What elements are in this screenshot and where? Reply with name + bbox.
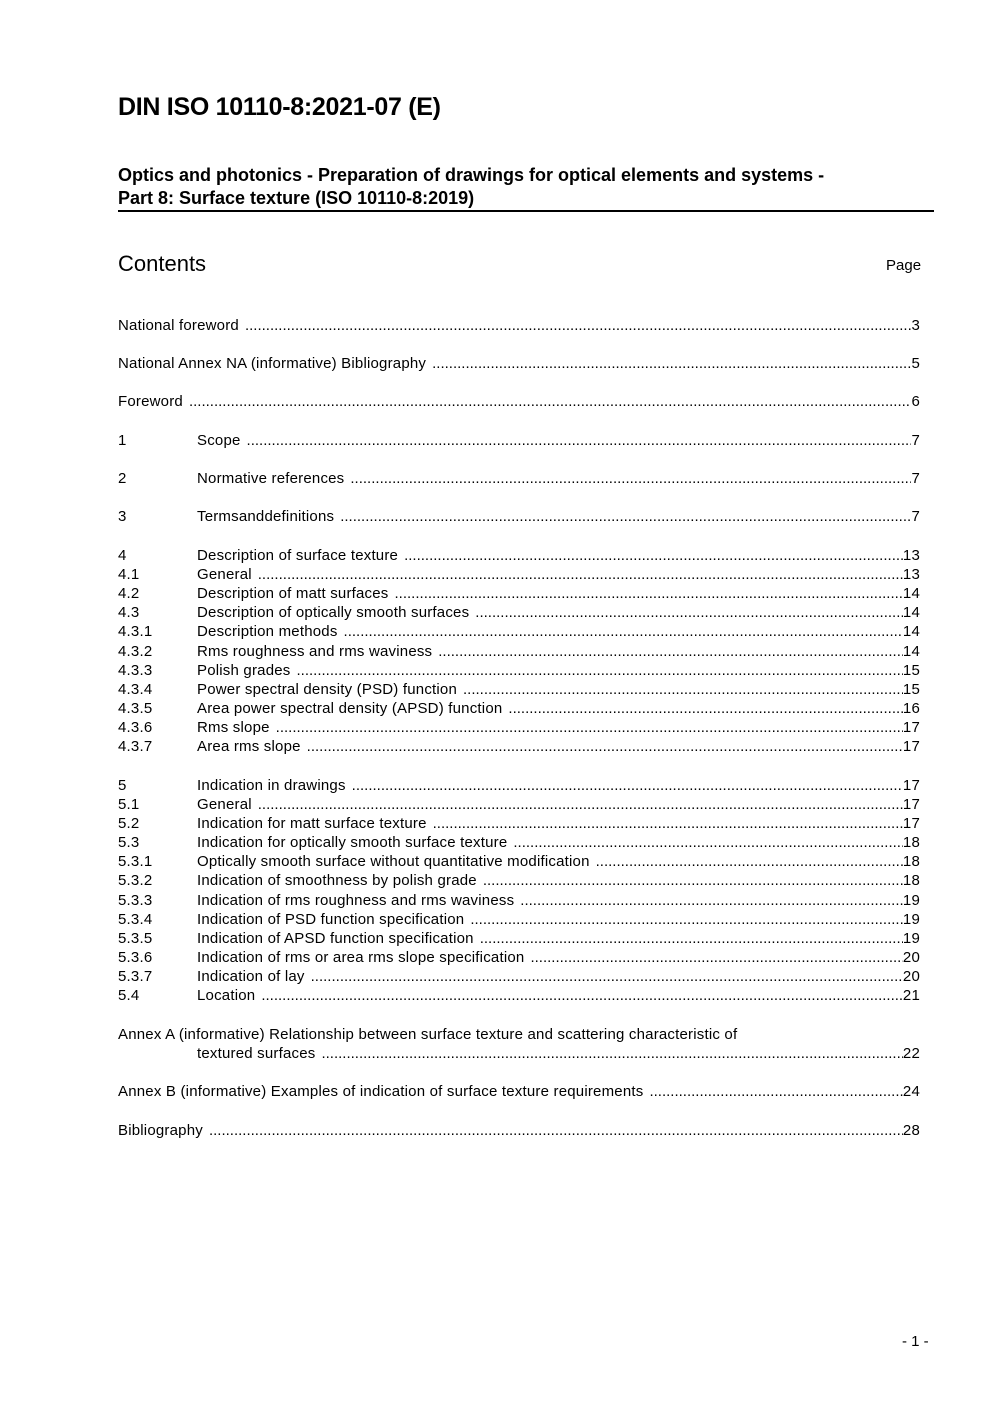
toc-entry-number: 5.3.2	[118, 872, 153, 889]
toc-entry-page: 18	[902, 853, 920, 870]
toc-entry-page: 14	[902, 643, 920, 660]
toc-entry-number: 3	[118, 508, 127, 525]
toc-entry-number: 5.1	[118, 796, 140, 813]
toc-entry-4-3-6[interactable]	[118, 718, 920, 737]
toc-entry-page: 17	[902, 815, 920, 832]
toc-entry-page: 3	[911, 317, 920, 334]
subtitle-line-2: Part 8: Surface texture (ISO 10110-8:2019)	[118, 188, 475, 208]
toc-entry-annex-a-line-1[interactable]: Annex A (informative) Relationship between surface texture and scattering characteristic of	[118, 1026, 738, 1043]
toc-entry-page: 20	[902, 968, 920, 985]
toc-entry-4-3-1[interactable]	[118, 622, 920, 641]
toc-entry-5-3-5[interactable]	[118, 929, 920, 948]
toc-entry-title: Indication of PSD function specification	[197, 910, 470, 929]
contents-heading: Contents	[118, 251, 207, 276]
toc-entry-title: Rms roughness and rms waviness	[197, 642, 438, 661]
toc-entry-title: Foreword	[118, 392, 189, 411]
toc-entry-page: 28	[902, 1122, 920, 1139]
toc-entry-page: 13	[902, 566, 920, 583]
toc-entry-number: 5.3.1	[118, 853, 153, 870]
toc-entry-5-3-6[interactable]	[118, 948, 920, 967]
toc-entry-5-3[interactable]	[118, 833, 920, 852]
toc-entry-title: Indication for matt surface texture	[197, 814, 433, 833]
toc-entry-5-3-1[interactable]	[118, 852, 920, 871]
toc-entry-title: National foreword	[118, 316, 245, 335]
toc-entry-5-2[interactable]	[118, 814, 920, 833]
toc-entry-4-3-7[interactable]	[118, 737, 920, 756]
toc-entry-page: 19	[902, 892, 920, 909]
toc-entry-title: Indication of rms roughness and rms waviness	[197, 891, 520, 910]
toc-entry-title: Description of optically smooth surfaces	[197, 603, 475, 622]
toc-entry-5-1[interactable]	[118, 795, 920, 814]
toc-entry-title: General	[197, 795, 258, 814]
toc-entry-2[interactable]	[118, 469, 920, 488]
toc-entry-page: 20	[902, 949, 920, 966]
toc-entry-title: Indication of smoothness by polish grade	[197, 871, 483, 890]
document-title: DIN ISO 10110-8:2021-07 (E)	[118, 93, 441, 121]
toc-entry-page: 15	[902, 662, 920, 679]
toc-entry-title: Polish grades	[197, 661, 297, 680]
toc-entry-title: Power spectral density (PSD) function	[197, 680, 463, 699]
toc-entry-page: 16	[902, 700, 920, 717]
toc-entry-page: 14	[902, 623, 920, 640]
toc-entry-title: Optically smooth surface without quantitative modification	[197, 852, 596, 871]
toc-entry-page: 17	[902, 796, 920, 813]
document-subtitle	[118, 164, 934, 210]
toc-entry-title: Description methods	[197, 622, 344, 641]
subtitle-line-1: Optics and photonics - Preparation of drawings for optical elements and systems -	[118, 165, 825, 185]
toc-entry-page: 7	[911, 432, 920, 449]
toc-entry-title: Indication of rms or area rms slope specification	[197, 948, 530, 967]
toc-entry-number: 5.3.6	[118, 949, 153, 966]
title-divider	[118, 210, 934, 212]
toc-entry-title: Normative references	[197, 469, 350, 488]
toc-entry-page: 14	[902, 604, 920, 621]
toc-entry-5-3-7[interactable]	[118, 967, 920, 986]
toc-entry-title: Indication of lay	[197, 967, 311, 986]
toc-entry-page: 22	[902, 1045, 920, 1062]
toc-entry-4-3[interactable]	[118, 603, 920, 622]
toc-entry-annex-a[interactable]	[118, 1044, 920, 1063]
toc-entry-title: General	[197, 565, 258, 584]
toc-entry-page: 18	[902, 834, 920, 851]
toc-entry-page: 7	[911, 508, 920, 525]
toc-entry-4-1[interactable]	[118, 565, 920, 584]
toc-entry-5-3-4[interactable]	[118, 910, 920, 929]
toc-entry-number: 4.3.1	[118, 623, 153, 640]
toc-entry-5-3-2[interactable]	[118, 871, 920, 890]
toc-entry-number: 4.3.5	[118, 700, 153, 717]
toc-entry-number: 4	[118, 547, 127, 564]
toc-entry-page: 19	[902, 911, 920, 928]
toc-entry-page: 15	[902, 681, 920, 698]
toc-entry-page: 17	[902, 777, 920, 794]
toc-entry-4-3-4[interactable]	[118, 680, 920, 699]
toc-entry-title: textured surfaces	[197, 1044, 321, 1063]
toc-entry-title: National Annex NA (informative) Bibliography	[118, 354, 432, 373]
toc-entry-title: Indication of APSD function specification	[197, 929, 480, 948]
toc-entry-title: Area rms slope	[197, 737, 307, 756]
toc-entry-number: 4.2	[118, 585, 140, 602]
toc-entry-number: 4.3	[118, 604, 140, 621]
toc-entry-5-4[interactable]	[118, 986, 920, 1005]
toc-entry-number: 5.3.4	[118, 911, 153, 928]
toc-entry-4-2[interactable]	[118, 584, 920, 603]
toc-entry-foreword[interactable]	[118, 392, 920, 411]
toc-entry-5-3-3[interactable]	[118, 891, 920, 910]
toc-entry-title: Termsanddefinitions	[197, 507, 340, 526]
toc-entry-number: 4.1	[118, 566, 140, 583]
toc-entry-page: 7	[911, 470, 920, 487]
toc-entry-page: 24	[902, 1083, 920, 1100]
toc-entry-page: 17	[902, 738, 920, 755]
toc-entry-page: 21	[902, 987, 920, 1004]
toc-entry-number: 4.3.7	[118, 738, 153, 755]
toc-entry-national-annex-na[interactable]	[118, 354, 920, 373]
toc-entry-number: 1	[118, 432, 127, 449]
toc-entry-number: 5.4	[118, 987, 140, 1004]
toc-entry-page: 17	[902, 719, 920, 736]
toc-entry-number: 4.3.4	[118, 681, 153, 698]
toc-entry-title: Area power spectral density (APSD) function	[197, 699, 508, 718]
toc-entry-4[interactable]	[118, 546, 920, 565]
toc-entry-page: 14	[902, 585, 920, 602]
toc-entry-annex-b[interactable]	[118, 1082, 920, 1101]
toc-entry-4-3-3[interactable]	[118, 661, 920, 680]
toc-entry-title: Indication in drawings	[197, 776, 352, 795]
toc-entry-title: Location	[197, 986, 261, 1005]
toc-entry-number: 5.3.5	[118, 930, 153, 947]
toc-entry-page: 19	[902, 930, 920, 947]
toc-entry-page: 5	[911, 355, 920, 372]
toc-entry-page: 13	[902, 547, 920, 564]
toc-entry-number: 4.3.6	[118, 719, 153, 736]
toc-entry-number: 5.2	[118, 815, 140, 832]
toc-entry-4-3-2[interactable]	[118, 642, 920, 661]
toc-entry-1[interactable]	[118, 431, 920, 450]
toc-entry-title: Bibliography	[118, 1121, 209, 1140]
toc-entry-title: Scope	[197, 431, 247, 450]
toc-entry-5[interactable]	[118, 776, 920, 795]
toc-entry-national-foreword[interactable]	[118, 316, 920, 335]
toc-entry-bibliography[interactable]	[118, 1121, 920, 1140]
toc-entry-title: Description of matt surfaces	[197, 584, 395, 603]
toc-entry-page: 18	[902, 872, 920, 889]
page-number: - 1 -	[902, 1333, 929, 1350]
toc-entry-title: Indication for optically smooth surface texture	[197, 833, 513, 852]
toc-entry-4-3-5[interactable]	[118, 699, 920, 718]
toc-entry-page: 6	[911, 393, 920, 410]
toc-entry-number: 5.3.3	[118, 892, 153, 909]
page-column-label: Page	[886, 257, 922, 274]
toc-entry-title: Annex B (informative) Examples of indication of surface texture requirements	[118, 1082, 649, 1101]
toc-entry-number: 4.3.3	[118, 662, 153, 679]
toc-entry-number: 2	[118, 470, 127, 487]
toc-entry-title: Rms slope	[197, 718, 276, 737]
toc-entry-number: 4.3.2	[118, 643, 153, 660]
toc-entry-title: Description of surface texture	[197, 546, 404, 565]
toc-entry-3[interactable]	[118, 507, 920, 526]
toc-entry-number: 5.3	[118, 834, 140, 851]
toc-entry-number: 5	[118, 777, 127, 794]
toc-entry-number: 5.3.7	[118, 968, 153, 985]
